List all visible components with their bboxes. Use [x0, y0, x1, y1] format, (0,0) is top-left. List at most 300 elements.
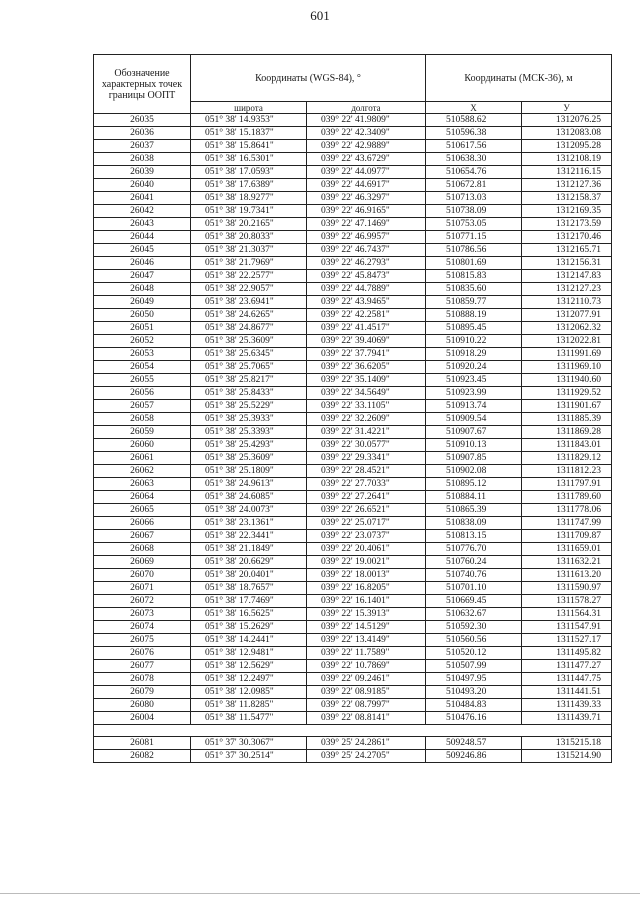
point-id-cell: 26052: [94, 335, 191, 348]
y-cell: 1312110.73: [522, 296, 612, 309]
longitude-cell: 039° 22' 46.9165": [307, 205, 426, 218]
x-cell: 509248.57: [426, 737, 522, 750]
longitude-cell: 039° 22' 31.4221": [307, 426, 426, 439]
latitude-cell: 051° 38' 16.5625": [191, 608, 307, 621]
y-cell: 1312170.46: [522, 231, 612, 244]
x-cell: 510596.38: [426, 127, 522, 140]
x-cell: 510507.99: [426, 660, 522, 673]
longitude-cell: 039° 22' 39.4069": [307, 335, 426, 348]
latitude-cell: 051° 38' 24.6085": [191, 491, 307, 504]
y-cell: 1311547.91: [522, 621, 612, 634]
y-cell: 1311843.01: [522, 439, 612, 452]
latitude-cell: 051° 38' 20.8033": [191, 231, 307, 244]
x-cell: 510801.69: [426, 257, 522, 270]
point-id-cell: 26036: [94, 127, 191, 140]
point-id-cell: 26065: [94, 504, 191, 517]
y-cell: 1312158.37: [522, 192, 612, 205]
table-row: [94, 647, 612, 660]
table-row: [94, 426, 612, 439]
y-cell: 1311869.28: [522, 426, 612, 439]
longitude-cell: 039° 22' 19.0021": [307, 556, 426, 569]
y-cell: 1312077.91: [522, 309, 612, 322]
table-row: [94, 192, 612, 205]
header-y: У: [522, 102, 612, 114]
x-cell: 510493.20: [426, 686, 522, 699]
longitude-cell: 039° 22' 42.2581": [307, 309, 426, 322]
longitude-cell: 039° 22' 10.7869": [307, 660, 426, 673]
y-cell: 1312076.25: [522, 114, 612, 127]
longitude-cell: 039° 22' 27.7033": [307, 478, 426, 491]
point-id-cell: 26072: [94, 595, 191, 608]
latitude-cell: 051° 38' 22.2577": [191, 270, 307, 283]
y-cell: 1311991.69: [522, 348, 612, 361]
x-cell: 510888.19: [426, 309, 522, 322]
table-row: [94, 569, 612, 582]
table-row: [94, 361, 612, 374]
point-id-cell: 26070: [94, 569, 191, 582]
x-cell: 510920.24: [426, 361, 522, 374]
longitude-cell: 039° 22' 42.3409": [307, 127, 426, 140]
point-id-cell: 26049: [94, 296, 191, 309]
x-cell: 510701.10: [426, 582, 522, 595]
point-id-cell: 26054: [94, 361, 191, 374]
y-cell: 1311829.12: [522, 452, 612, 465]
y-cell: 1311901.67: [522, 400, 612, 413]
x-cell: 510923.45: [426, 374, 522, 387]
table-row: [94, 140, 612, 153]
x-cell: 510740.76: [426, 569, 522, 582]
table-row: [94, 244, 612, 257]
x-cell: 509246.86: [426, 750, 522, 763]
x-cell: 510713.03: [426, 192, 522, 205]
latitude-cell: 051° 38' 20.2165": [191, 218, 307, 231]
y-cell: 1311477.27: [522, 660, 612, 673]
longitude-cell: 039° 22' 44.7889": [307, 283, 426, 296]
longitude-cell: 039° 22' 36.6205": [307, 361, 426, 374]
page-bottom-rule: [0, 893, 640, 894]
latitude-cell: 051° 38' 21.1849": [191, 543, 307, 556]
longitude-cell: 039° 22' 23.0737": [307, 530, 426, 543]
latitude-cell: 051° 38' 22.9057": [191, 283, 307, 296]
table-row: [94, 166, 612, 179]
x-cell: 510786.56: [426, 244, 522, 257]
table-row: [94, 335, 612, 348]
latitude-cell: 051° 38' 25.6345": [191, 348, 307, 361]
point-id-cell: 26064: [94, 491, 191, 504]
table-row: [94, 621, 612, 634]
table-body: [94, 114, 612, 725]
latitude-cell: 051° 38' 12.0985": [191, 686, 307, 699]
latitude-cell: 051° 38' 11.5477": [191, 712, 307, 725]
table-row: [94, 205, 612, 218]
table-gap: [94, 725, 612, 737]
x-cell: 510910.22: [426, 335, 522, 348]
table-row: [94, 127, 612, 140]
x-cell: 510520.12: [426, 647, 522, 660]
header-latitude: широта: [191, 102, 307, 114]
y-cell: 1312062.32: [522, 322, 612, 335]
header-longitude: долгота: [307, 102, 426, 114]
point-id-cell: 26041: [94, 192, 191, 205]
latitude-cell: 051° 38' 12.2497": [191, 673, 307, 686]
y-cell: 1311709.87: [522, 530, 612, 543]
x-cell: 510835.60: [426, 283, 522, 296]
latitude-cell: 051° 38' 25.1809": [191, 465, 307, 478]
y-cell: 1312022.81: [522, 335, 612, 348]
longitude-cell: 039° 22' 42.9889": [307, 140, 426, 153]
point-id-cell: 26004: [94, 712, 191, 725]
latitude-cell: 051° 38' 24.9613": [191, 478, 307, 491]
longitude-cell: 039° 22' 33.1105": [307, 400, 426, 413]
latitude-cell: 051° 38' 21.3037": [191, 244, 307, 257]
latitude-cell: 051° 38' 16.5301": [191, 153, 307, 166]
longitude-cell: 039° 22' 44.6917": [307, 179, 426, 192]
latitude-cell: 051° 38' 22.3441": [191, 530, 307, 543]
y-cell: 1312095.28: [522, 140, 612, 153]
longitude-cell: 039° 22' 34.5649": [307, 387, 426, 400]
latitude-cell: 051° 38' 25.7065": [191, 361, 307, 374]
latitude-cell: 051° 38' 24.6265": [191, 309, 307, 322]
point-id-cell: 26061: [94, 452, 191, 465]
x-cell: 510672.81: [426, 179, 522, 192]
x-cell: 510654.76: [426, 166, 522, 179]
y-cell: 1311812.23: [522, 465, 612, 478]
longitude-cell: 039° 22' 11.7589": [307, 647, 426, 660]
latitude-cell: 051° 38' 11.8285": [191, 699, 307, 712]
table-row: [94, 114, 612, 127]
x-cell: 510923.99: [426, 387, 522, 400]
longitude-cell: 039° 22' 20.4061": [307, 543, 426, 556]
latitude-cell: 051° 38' 19.7341": [191, 205, 307, 218]
table-row: [94, 270, 612, 283]
longitude-cell: 039° 22' 18.0013": [307, 569, 426, 582]
latitude-cell: 051° 38' 25.5229": [191, 400, 307, 413]
y-cell: 1311527.17: [522, 634, 612, 647]
point-id-cell: 26055: [94, 374, 191, 387]
table-row: [94, 322, 612, 335]
longitude-cell: 039° 22' 13.4149": [307, 634, 426, 647]
header-wgs-coordinates: Координаты (WGS-84), °: [191, 55, 426, 102]
latitude-cell: 051° 38' 12.5629": [191, 660, 307, 673]
table-row: [94, 737, 612, 750]
point-id-cell: 26046: [94, 257, 191, 270]
longitude-cell: 039° 22' 45.8473": [307, 270, 426, 283]
latitude-cell: 051° 38' 17.0593": [191, 166, 307, 179]
latitude-cell: 051° 38' 15.1837": [191, 127, 307, 140]
y-cell: 1311495.82: [522, 647, 612, 660]
boundary-coordinates-table: [93, 54, 612, 763]
table-row: [94, 699, 612, 712]
table-row: [94, 257, 612, 270]
x-cell: 510918.29: [426, 348, 522, 361]
point-id-cell: 26069: [94, 556, 191, 569]
x-cell: 510476.16: [426, 712, 522, 725]
y-cell: 1311578.27: [522, 595, 612, 608]
longitude-cell: 039° 22' 37.7941": [307, 348, 426, 361]
table-row: [94, 413, 612, 426]
y-cell: 1311439.33: [522, 699, 612, 712]
latitude-cell: 051° 38' 20.6629": [191, 556, 307, 569]
table-row: [94, 712, 612, 725]
point-id-cell: 26035: [94, 114, 191, 127]
x-cell: 510753.05: [426, 218, 522, 231]
point-id-cell: 26073: [94, 608, 191, 621]
point-id-cell: 26079: [94, 686, 191, 699]
y-cell: 1311929.52: [522, 387, 612, 400]
table-row: [94, 750, 612, 763]
point-id-cell: 26050: [94, 309, 191, 322]
header-designation: Обозначение характерных точек границы ООПТ: [94, 55, 191, 114]
y-cell: 1312083.08: [522, 127, 612, 140]
y-cell: 1311439.71: [522, 712, 612, 725]
longitude-cell: 039° 22' 41.9809": [307, 114, 426, 127]
header-msk-coordinates: Координаты (МСК-36), м: [426, 55, 612, 102]
latitude-cell: 051° 38' 25.3933": [191, 413, 307, 426]
page-number: 601: [310, 8, 330, 23]
longitude-cell: 039° 22' 47.1469": [307, 218, 426, 231]
y-cell: 1312169.35: [522, 205, 612, 218]
x-cell: 510560.56: [426, 634, 522, 647]
point-id-cell: 26059: [94, 426, 191, 439]
latitude-cell: 051° 38' 23.1361": [191, 517, 307, 530]
x-cell: 510884.11: [426, 491, 522, 504]
y-cell: 1311564.31: [522, 608, 612, 621]
point-id-cell: 26063: [94, 478, 191, 491]
point-id-cell: 26074: [94, 621, 191, 634]
longitude-cell: 039° 22' 16.1401": [307, 595, 426, 608]
x-cell: 510913.74: [426, 400, 522, 413]
latitude-cell: 051° 38' 15.2629": [191, 621, 307, 634]
table-row: [94, 283, 612, 296]
table-row: [94, 231, 612, 244]
y-cell: 1312108.19: [522, 153, 612, 166]
table-row: [94, 686, 612, 699]
table-row: [94, 530, 612, 543]
x-cell: 510484.83: [426, 699, 522, 712]
longitude-cell: 039° 22' 30.0577": [307, 439, 426, 452]
longitude-cell: 039° 22' 46.9957": [307, 231, 426, 244]
latitude-cell: 051° 38' 21.7969": [191, 257, 307, 270]
longitude-cell: 039° 22' 46.7437": [307, 244, 426, 257]
latitude-cell: 051° 38' 25.3609": [191, 452, 307, 465]
y-cell: 1311940.60: [522, 374, 612, 387]
point-id-cell: 26078: [94, 673, 191, 686]
latitude-cell: 051° 38' 23.6941": [191, 296, 307, 309]
table-row: [94, 309, 612, 322]
longitude-cell: 039° 22' 46.3297": [307, 192, 426, 205]
x-cell: 510588.62: [426, 114, 522, 127]
longitude-cell: 039° 22' 26.6521": [307, 504, 426, 517]
table-row: [94, 374, 612, 387]
x-cell: 510638.30: [426, 153, 522, 166]
x-cell: 510910.13: [426, 439, 522, 452]
x-cell: 510776.70: [426, 543, 522, 556]
latitude-cell: 051° 37' 30.3067": [191, 737, 307, 750]
point-id-cell: 26062: [94, 465, 191, 478]
latitude-cell: 051° 38' 24.0073": [191, 504, 307, 517]
x-cell: 510760.24: [426, 556, 522, 569]
x-cell: 510859.77: [426, 296, 522, 309]
point-id-cell: 26047: [94, 270, 191, 283]
table-row: [94, 491, 612, 504]
point-id-cell: 26075: [94, 634, 191, 647]
point-id-cell: 26068: [94, 543, 191, 556]
x-cell: 510907.67: [426, 426, 522, 439]
table-row: [94, 296, 612, 309]
longitude-cell: 039° 22' 44.0977": [307, 166, 426, 179]
x-cell: 510771.15: [426, 231, 522, 244]
latitude-cell: 051° 38' 25.3609": [191, 335, 307, 348]
table-row: [94, 517, 612, 530]
y-cell: 1311747.99: [522, 517, 612, 530]
longitude-cell: 039° 22' 27.2641": [307, 491, 426, 504]
point-id-cell: 26043: [94, 218, 191, 231]
latitude-cell: 051° 38' 12.9481": [191, 647, 307, 660]
point-id-cell: 26076: [94, 647, 191, 660]
latitude-cell: 051° 38' 17.7469": [191, 595, 307, 608]
point-id-cell: 26057: [94, 400, 191, 413]
latitude-cell: 051° 38' 14.2441": [191, 634, 307, 647]
point-id-cell: 26082: [94, 750, 191, 763]
point-id-cell: 26038: [94, 153, 191, 166]
point-id-cell: 26056: [94, 387, 191, 400]
longitude-cell: 039° 22' 08.9185": [307, 686, 426, 699]
longitude-cell: 039° 22' 43.6729": [307, 153, 426, 166]
longitude-cell: 039° 22' 16.8205": [307, 582, 426, 595]
longitude-cell: 039° 22' 28.4521": [307, 465, 426, 478]
table-row: [94, 504, 612, 517]
table-row: [94, 387, 612, 400]
table-row: [94, 660, 612, 673]
latitude-cell: 051° 38' 24.8677": [191, 322, 307, 335]
y-cell: 1311659.01: [522, 543, 612, 556]
longitude-cell: 039° 22' 25.0717": [307, 517, 426, 530]
y-cell: 1311590.97: [522, 582, 612, 595]
x-cell: 510838.09: [426, 517, 522, 530]
longitude-cell: 039° 22' 08.7997": [307, 699, 426, 712]
header-x: X: [426, 102, 522, 114]
x-cell: 510865.39: [426, 504, 522, 517]
y-cell: 1311613.20: [522, 569, 612, 582]
x-cell: 510902.08: [426, 465, 522, 478]
table-row: [94, 673, 612, 686]
point-id-cell: 26058: [94, 413, 191, 426]
table-row: [94, 478, 612, 491]
x-cell: 510815.83: [426, 270, 522, 283]
table-row: [94, 465, 612, 478]
separator-row: [94, 725, 612, 737]
latitude-cell: 051° 38' 14.9353": [191, 114, 307, 127]
latitude-cell: 051° 38' 15.8641": [191, 140, 307, 153]
point-id-cell: 26040: [94, 179, 191, 192]
point-id-cell: 26077: [94, 660, 191, 673]
longitude-cell: 039° 25' 24.2861": [307, 737, 426, 750]
latitude-cell: 051° 38' 25.4293": [191, 439, 307, 452]
point-id-cell: 26071: [94, 582, 191, 595]
x-cell: 510895.12: [426, 478, 522, 491]
point-id-cell: 26039: [94, 166, 191, 179]
x-cell: 510813.15: [426, 530, 522, 543]
point-id-cell: 26081: [94, 737, 191, 750]
table-row: [94, 218, 612, 231]
point-id-cell: 26042: [94, 205, 191, 218]
y-cell: 1312127.23: [522, 283, 612, 296]
longitude-cell: 039° 25' 24.2705": [307, 750, 426, 763]
latitude-cell: 051° 38' 25.3393": [191, 426, 307, 439]
latitude-cell: 051° 38' 18.7657": [191, 582, 307, 595]
y-cell: 1311778.06: [522, 504, 612, 517]
table-row: [94, 452, 612, 465]
table-row: [94, 179, 612, 192]
x-cell: 510907.85: [426, 452, 522, 465]
table-row: [94, 153, 612, 166]
y-cell: 1311969.10: [522, 361, 612, 374]
table-row: [94, 582, 612, 595]
table-row: [94, 348, 612, 361]
y-cell: 1312173.59: [522, 218, 612, 231]
latitude-cell: 051° 38' 20.0401": [191, 569, 307, 582]
y-cell: 1312116.15: [522, 166, 612, 179]
point-id-cell: 26044: [94, 231, 191, 244]
y-cell: 1312127.36: [522, 179, 612, 192]
latitude-cell: 051° 38' 18.9277": [191, 192, 307, 205]
latitude-cell: 051° 38' 17.6389": [191, 179, 307, 192]
point-id-cell: 26053: [94, 348, 191, 361]
longitude-cell: 039° 22' 08.8141": [307, 712, 426, 725]
point-id-cell: 26048: [94, 283, 191, 296]
x-cell: 510669.45: [426, 595, 522, 608]
table-row: [94, 543, 612, 556]
y-cell: 1312147.83: [522, 270, 612, 283]
longitude-cell: 039° 22' 35.1409": [307, 374, 426, 387]
table-row: [94, 608, 612, 621]
point-id-cell: 26080: [94, 699, 191, 712]
y-cell: 1311632.21: [522, 556, 612, 569]
x-cell: 510738.09: [426, 205, 522, 218]
point-id-cell: 26060: [94, 439, 191, 452]
longitude-cell: 039° 22' 09.2461": [307, 673, 426, 686]
longitude-cell: 039° 22' 15.3913": [307, 608, 426, 621]
x-cell: 510909.54: [426, 413, 522, 426]
x-cell: 510497.95: [426, 673, 522, 686]
table-row: [94, 595, 612, 608]
point-id-cell: 26067: [94, 530, 191, 543]
y-cell: 1315215.18: [522, 737, 612, 750]
longitude-cell: 039° 22' 43.9465": [307, 296, 426, 309]
y-cell: 1315214.90: [522, 750, 612, 763]
x-cell: 510632.67: [426, 608, 522, 621]
y-cell: 1312156.31: [522, 257, 612, 270]
table-row: [94, 400, 612, 413]
y-cell: 1311797.91: [522, 478, 612, 491]
longitude-cell: 039° 22' 29.3341": [307, 452, 426, 465]
y-cell: 1311441.51: [522, 686, 612, 699]
point-id-cell: 26037: [94, 140, 191, 153]
y-cell: 1311447.75: [522, 673, 612, 686]
point-id-cell: 26066: [94, 517, 191, 530]
y-cell: 1311789.60: [522, 491, 612, 504]
latitude-cell: 051° 37' 30.2514": [191, 750, 307, 763]
x-cell: 510592.30: [426, 621, 522, 634]
latitude-cell: 051° 38' 25.8433": [191, 387, 307, 400]
longitude-cell: 039° 22' 14.5129": [307, 621, 426, 634]
table-row: [94, 556, 612, 569]
x-cell: 510617.56: [426, 140, 522, 153]
table-row: [94, 439, 612, 452]
y-cell: 1311885.39: [522, 413, 612, 426]
x-cell: 510895.45: [426, 322, 522, 335]
point-id-cell: 26051: [94, 322, 191, 335]
